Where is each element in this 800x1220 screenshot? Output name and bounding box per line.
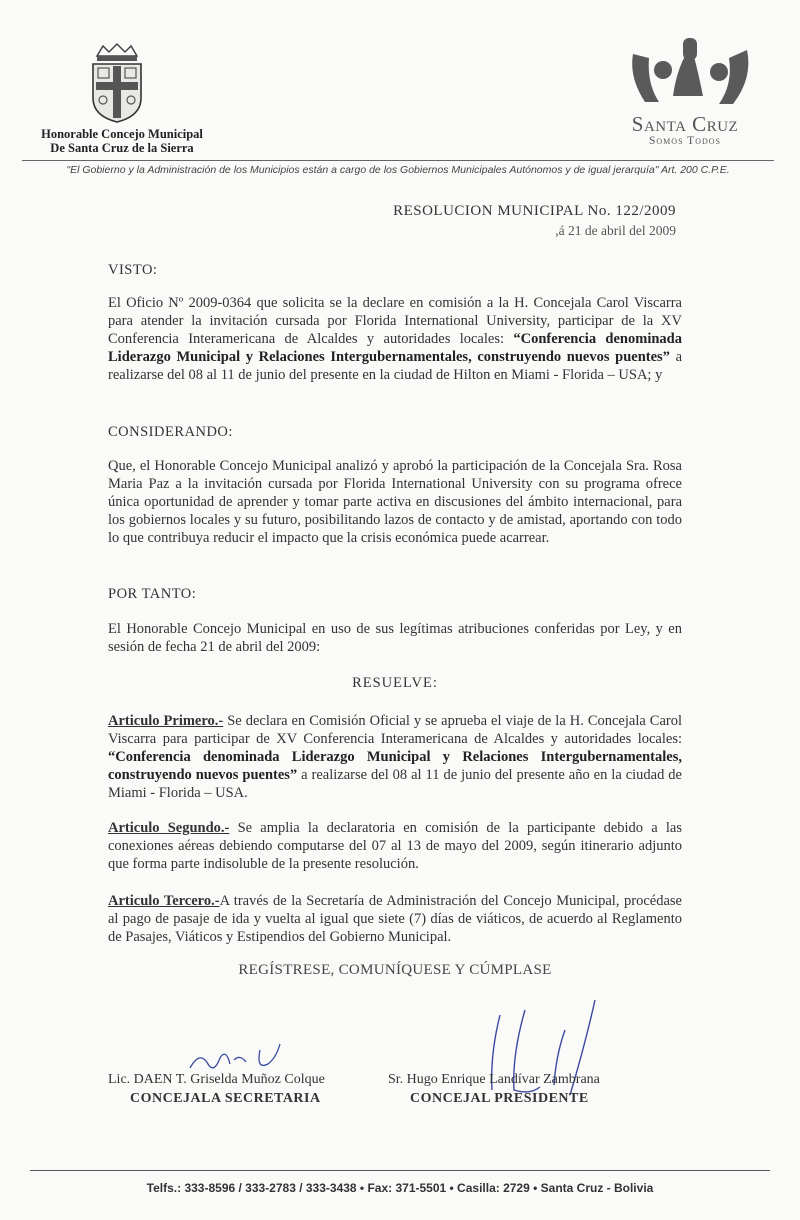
issuing-organization (22, 127, 222, 155)
header-divider (22, 160, 774, 161)
resuelve-heading: RESUELVE: (352, 675, 438, 691)
article-1-text-end: a realizarse del 08 al 11 de junio del presente año en la ciudad de Miami - Florida – USA. (108, 767, 682, 801)
secretary-role: CONCEJALA SECRETARIA (130, 1091, 321, 1106)
article-2-text: Se amplia la declaratoria en comisión de la participante debido a las conexiones aéreas debiendo computarse del 07 al 13 de mayo del 2009, según itinerario adjunto que forma parte indisoluble de la presente resolución. (108, 820, 682, 872)
visto-paragraph (108, 294, 682, 384)
closing-formula: REGÍSTRESE, COMUNÍQUESE Y CÚMPLASE (238, 962, 552, 978)
article-1-paragraph (108, 712, 682, 802)
por-tanto-heading: POR TANTO: (108, 586, 197, 602)
article-2-label: Articulo Segundo.- (108, 820, 230, 836)
secretary-name: Lic. DAEN T. Griselda Muñoz Colque (108, 1072, 325, 1087)
article-1-conference-title: “Conferencia denominada Liderazgo Municipal y Relaciones Intergubernamentales, construyendo nuevos puentes” (108, 749, 682, 783)
resolution-date: ,á 21 de abril del 2009 (555, 223, 676, 238)
article-3-text: A través de la Secretaría de Administración del Concejo Municipal, procédase al pago de pasaje de ida y vuelta al igual que siete (7) días de viáticos, de acuerdo al Reglamento de Pasajes, Viáticos y Estipendios del Gobierno Municipal. (108, 893, 682, 945)
resolution-title: RESOLUCION MUNICIPAL No. 122/2009 (393, 203, 676, 219)
president-name: Sr. Hugo Enrique Landívar Zambrana (388, 1072, 600, 1087)
brand-name: Santa Cruz (631, 112, 739, 136)
article-1-text-start: Se declara en Comisión Oficial y se aprueba el viaje de la H. Concejala Carol Viscarra para participar de XV Conferencia Interamericana de Alcaldes y autoridades locales: (108, 713, 682, 747)
santa-cruz-people-icon (625, 36, 755, 114)
article-3-paragraph (108, 892, 682, 946)
considerando-heading: CONSIDERANDO: (108, 424, 233, 440)
article-1-label: Articulo Primero.- (108, 713, 224, 729)
visto-conference-title: “Conferencia denominada Liderazgo Municipal y Relaciones Intergubernamentales, construyendo nuevos puentes” (108, 331, 682, 365)
article-3-label: Articulo Tercero.- (108, 893, 220, 909)
santa-cruz-brand (600, 112, 770, 147)
footer-divider (30, 1170, 770, 1171)
president-role: CONCEJAL PRESIDENTE (410, 1091, 589, 1106)
considerando-paragraph: Que, el Honorable Concejo Municipal analizó y aprobó la participación de la Concejala Sra. Rosa Maria Paz a la invitación cursada por Florida International University con su programa ofrece única oportunidad de aprender y tomar parte activa en discusiones del ámbito internacional, para los gobiernos locales y su futuro, posibilitando lazos de contacto y de amistad, aportando con todo lo que contribuya reducir el impacto que la crisis económica puede acarrear. (108, 458, 682, 546)
visto-heading: VISTO: (108, 262, 158, 278)
por-tanto-paragraph: El Honorable Concejo Municipal en uso de sus legítimas atribuciones conferidas por Ley, y en sesión de fecha 21 de abril del 2009: (108, 621, 682, 655)
contact-footer: Telfs.: 333-8596 / 333-2783 / 333-3438 • Fax: 371-5501 • Casilla: 2729 • Santa Cruz - Bolivia (146, 1181, 654, 1195)
visto-text-start: El Oficio Nº 2009-0364 que solicita se la declare en comisión a la H. Concejala Carol Viscarra para atender la invitación cursada por Florida International University, participar de la XV Conferencia Interamericana de Alcaldes y autoridades locales: (108, 295, 682, 347)
organization-name-line-1: Honorable Concejo Municipal (41, 127, 203, 141)
article-2-paragraph (108, 819, 682, 873)
coat-of-arms-logo (85, 42, 149, 124)
constitutional-motto: "El Gobierno y la Administración de los Municipios están a cargo de los Gobiernos Municipales Autónomos y de igual jerarquía" Art. 200 C.P.E. (66, 164, 730, 176)
visto-text-end: a realizarse del 08 al 11 de junio del presente en la ciudad de Hilton en Miami - Florida – USA; y (108, 349, 683, 383)
brand-tagline: Somos Todos (649, 135, 721, 147)
organization-name-line-2: De Santa Cruz de la Sierra (50, 141, 194, 155)
